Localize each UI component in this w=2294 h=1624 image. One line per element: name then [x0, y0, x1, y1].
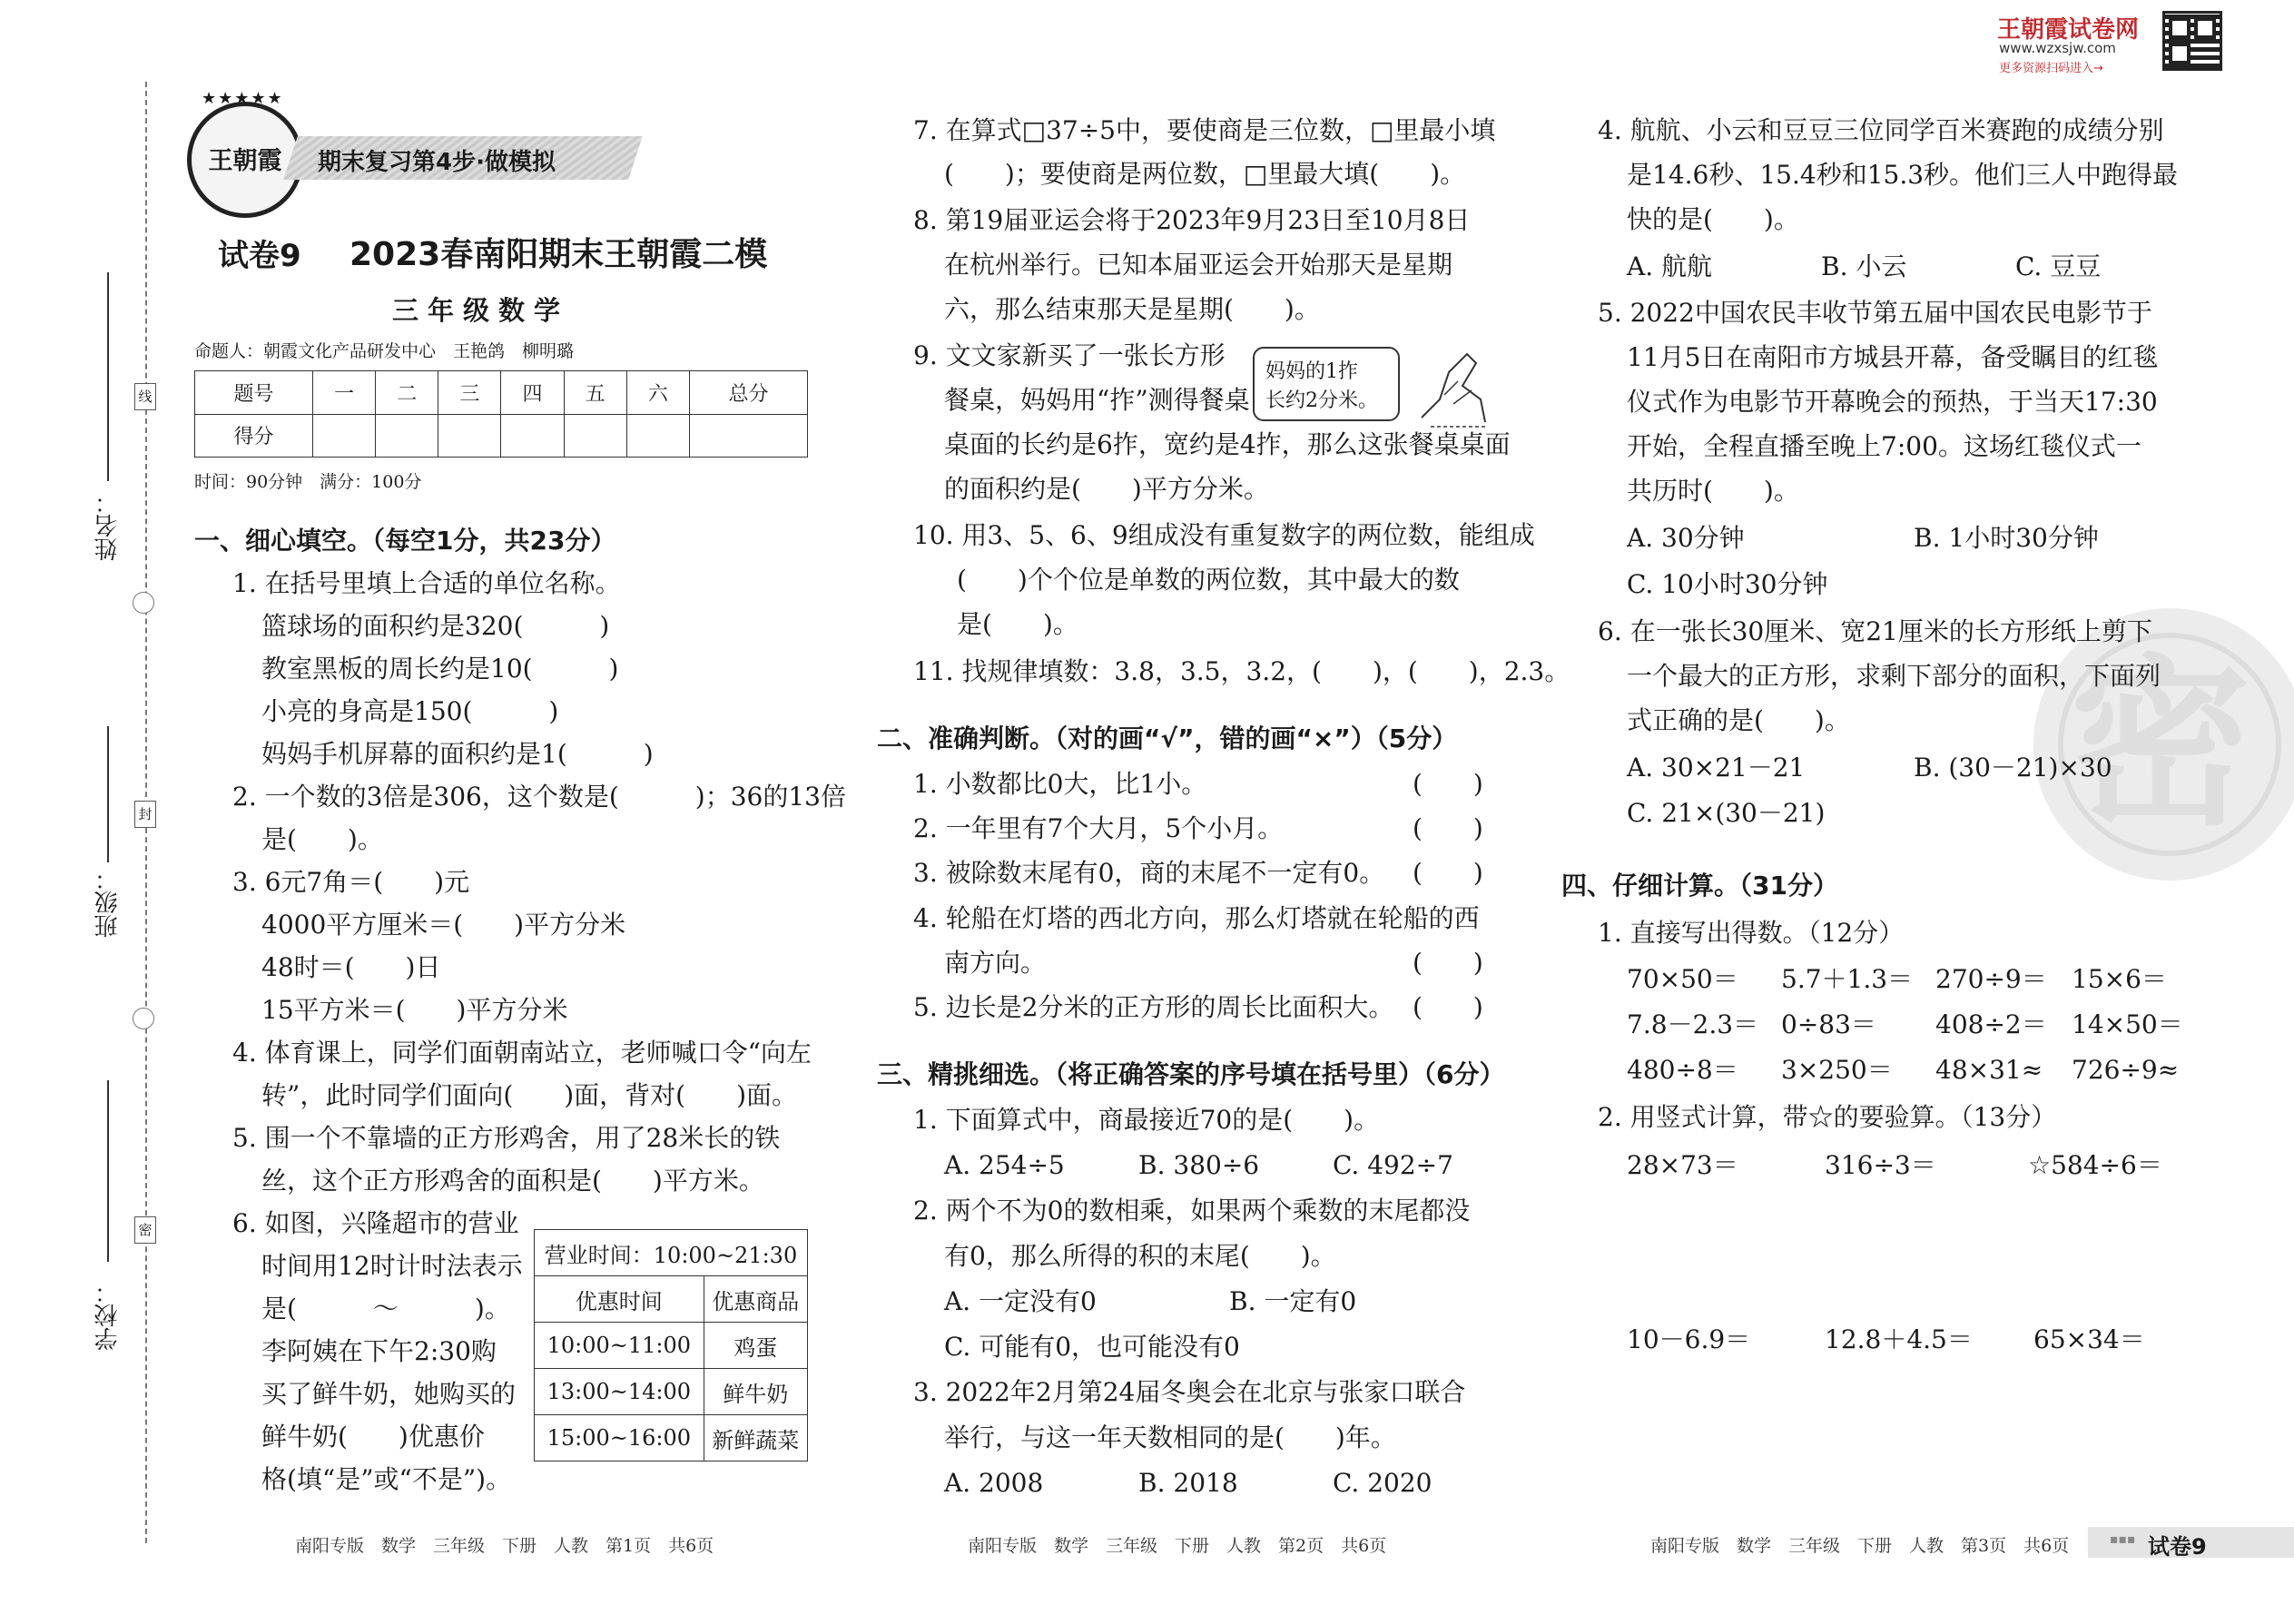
binding-hole — [133, 592, 154, 614]
question-8b: 在杭州举行。已知本届亚运会开始那天是星期 — [944, 250, 1453, 280]
section-4-title: 四、仔细计算。（31分） — [1561, 871, 1838, 901]
choice-4b: 是14.6秒、15.4秒和15.3秒。他们三人中跑得最 — [1627, 160, 2179, 190]
question-9d: 的面积约是( )平方分米。 — [944, 474, 1269, 504]
question-6g: 格(填“是”或“不是”)。 — [261, 1464, 512, 1494]
score-cell[interactable] — [626, 414, 689, 458]
question-10b: ( )个个位是单数的两位数，其中最大的数 — [957, 565, 1460, 595]
choice-5d: 开始，全程直播至晚上7:00。这场红毯仪式一 — [1627, 431, 2141, 461]
question-7: 7. 在算式□37÷5中，要使商是三位数，□里最小填 — [913, 115, 1496, 145]
choice-4: 4. 航航、小云和豆豆三位同学百米赛跑的成绩分别 — [1598, 115, 2164, 145]
score-head: 二 — [376, 371, 438, 415]
qr-code-icon[interactable] — [2162, 11, 2222, 71]
vertical-calc-item: 12.8＋4.5＝ — [1825, 1324, 1973, 1354]
discount-time: 13:00~14:00 — [535, 1369, 704, 1415]
brand-logo-badge — [187, 102, 303, 218]
choice-3-option-a[interactable]: A. 2008 — [944, 1468, 1044, 1498]
school-label: 学校： — [94, 1280, 122, 1351]
calc-2: 2. 用竖式计算，带☆的要验算。（13分） — [1598, 1102, 2057, 1132]
judge-2: 2. 一年里有7个大月，5个小月。 — [913, 813, 1284, 843]
question-2: 2. 一个数的3倍是306，这个数是( )；36的13倍 — [232, 782, 846, 812]
question-1: 1. 在括号里填上合适的单位名称。 — [232, 568, 621, 598]
paper-number: 试卷9 — [218, 238, 301, 274]
question-1d: 妈妈手机屏幕的面积约是1( ) — [261, 739, 654, 769]
class-field[interactable] — [107, 726, 109, 862]
authors: 命题人：朝霞文化产品研发中心 王艳鸽 柳明璐 — [194, 341, 575, 361]
choice-1-option-a[interactable]: A. 254÷5 — [944, 1150, 1065, 1180]
question-4: 4. 体育课上，同学们面朝南站立，老师喊口令“向左 — [232, 1038, 812, 1068]
judge-2-answer[interactable]: ( ) — [1413, 813, 1483, 843]
calc-item: 5.7＋1.3＝ — [1781, 964, 1914, 994]
choice-1: 1. 下面算式中，商最接近70的是( )。 — [913, 1105, 1380, 1135]
footer-page-2: 南阳专版 数学 三年级 下册 人教 第2页 共6页 — [968, 1536, 1387, 1556]
bubble-line-1: 妈妈的1拃 — [1265, 360, 1358, 383]
vertical-calc-item: 10－6.9＝ — [1627, 1324, 1751, 1354]
bubble-line-2: 长约2分米。 — [1265, 389, 1378, 412]
watermark-char: 密 — [2070, 637, 2252, 851]
judge-4: 4. 轮船在灯塔的西北方向，那么灯塔就在轮船的西 — [913, 903, 1480, 933]
calc-item: 15×6＝ — [2072, 964, 2167, 994]
discount-item-head: 优惠商品 — [704, 1276, 807, 1323]
school-field[interactable] — [107, 1080, 109, 1262]
judge-3-answer[interactable]: ( ) — [1413, 858, 1483, 888]
question-2-cont: 是( )。 — [261, 824, 383, 854]
choice-2-option-c[interactable]: C. 可能有0，也可能没有0 — [944, 1332, 1240, 1362]
calc-item: 0÷83＝ — [1781, 1009, 1876, 1039]
score-head: 三 — [438, 371, 501, 415]
choice-6c: 式正确的是( )。 — [1627, 705, 1850, 735]
question-3b: 4000平方厘米＝( )平方分米 — [261, 910, 626, 940]
binding-hole — [133, 1008, 154, 1029]
discount-item: 鸡蛋 — [704, 1323, 807, 1369]
score-head: 六 — [626, 371, 689, 415]
choice-3-option-c[interactable]: C. 2020 — [1333, 1468, 1433, 1498]
question-3c: 48时＝( )日 — [261, 952, 441, 982]
judge-5: 5. 边长是2分米的正方形的周长比面积大。 — [913, 992, 1394, 1022]
choice-4-option-b[interactable]: B. 小云 — [1821, 251, 1907, 281]
choice-5: 5. 2022中国农民丰收节第五届中国农民电影节于 — [1598, 298, 2152, 328]
question-6c: 是( ～ )。 — [261, 1294, 510, 1324]
binding-mark-xian: 线 — [134, 383, 156, 410]
section-1-title: 一、细心填空。（每空1分，共23分） — [194, 526, 616, 556]
store-hours-table — [534, 1229, 808, 1462]
choice-6b: 一个最大的正方形，求剩下部分的面积，下面列 — [1627, 661, 2161, 691]
choice-4c: 快的是( )。 — [1627, 204, 1799, 234]
question-6: 6. 如图，兴隆超市的营业 — [232, 1208, 519, 1238]
question-1a: 篮球场的面积约是320( ) — [261, 611, 610, 641]
calc-item: 14×50＝ — [2072, 1009, 2183, 1039]
score-cell[interactable] — [376, 414, 438, 458]
question-3: 3. 6元7角＝( )元 — [232, 867, 470, 897]
question-3d: 15平方米＝( )平方分米 — [261, 995, 568, 1025]
footer-page-3: 南阳专版 数学 三年级 下册 人教 第3页 共6页 — [1650, 1536, 2070, 1556]
score-head: 总分 — [689, 371, 807, 415]
question-8: 8. 第19届亚运会将于2023年9月23日至10月8日 — [913, 205, 1471, 235]
choice-4-option-c[interactable]: C. 豆豆 — [2015, 251, 2102, 281]
score-head: 一 — [312, 371, 375, 415]
choice-1-option-b[interactable]: B. 380÷6 — [1138, 1150, 1260, 1180]
score-cell[interactable] — [501, 414, 564, 458]
vertical-calc-item: 316÷3＝ — [1825, 1150, 1936, 1180]
choice-6: 6. 在一张长30厘米、宽21厘米的长方形纸上剪下 — [1598, 616, 2152, 646]
score-label: 得分 — [195, 414, 313, 458]
question-6e: 买了鲜牛奶，她购买的 — [261, 1379, 517, 1409]
question-1b: 教室黑板的周长约是10( ) — [261, 654, 619, 684]
vertical-calc-item: ☆584÷6＝ — [2028, 1150, 2162, 1180]
brand-url: www.wzxsjw.com — [1999, 40, 2116, 56]
calc-item: 3×250＝ — [1781, 1055, 1893, 1085]
question-5-cont: 丝，这个正方形鸡舍的面积是( )平方米。 — [261, 1166, 764, 1196]
footer-page-1: 南阳专版 数学 三年级 下册 人教 第1页 共6页 — [295, 1536, 714, 1556]
question-10: 10. 用3、5、6、9组成没有重复数字的两位数，能组成 — [913, 520, 1535, 550]
judge-4-answer[interactable]: ( ) — [1413, 948, 1483, 978]
brand-note: 更多资源扫码进入→ — [1999, 62, 2103, 75]
calc-item: 270÷9＝ — [1935, 964, 2047, 994]
footer-tag-dots: ▪▪▪ — [2110, 1532, 2136, 1547]
choice-5-option-c[interactable]: C. 10小时30分钟 — [1627, 569, 1828, 599]
time-info: 时间：90分钟 满分：100分 — [194, 472, 422, 492]
choice-2-option-b[interactable]: B. 一定有0 — [1229, 1286, 1357, 1316]
question-9: 9. 文文家新买了一张长方形 — [913, 340, 1226, 370]
vertical-calc-item: 65×34＝ — [2033, 1324, 2145, 1354]
section-2-title: 二、准确判断。（对的画“√”，错的画“×”）（5分） — [877, 723, 1458, 753]
hand-span-bubble — [1253, 347, 1400, 421]
paper-title: 2023春南阳期末王朝霞二模 — [350, 236, 768, 273]
question-1c: 小亮的身高是150( ) — [261, 696, 559, 726]
binding-mark-feng: 封 — [134, 801, 156, 828]
score-cell[interactable] — [564, 414, 626, 458]
choice-6-option-b[interactable]: B. (30－21)×30 — [1914, 753, 2112, 782]
question-9b: 餐桌，妈妈用“拃”测得餐桌 — [944, 385, 1250, 415]
calc-1: 1. 直接写出得数。（12分） — [1598, 918, 1905, 948]
question-10c: 是( )。 — [957, 609, 1078, 639]
discount-item: 鲜牛奶 — [704, 1369, 807, 1415]
class-label: 班级： — [94, 867, 122, 938]
calc-item: 480÷8＝ — [1627, 1055, 1738, 1085]
question-6f: 鲜牛奶( )优惠价 — [261, 1422, 485, 1452]
hand-span-illustration — [1413, 345, 1494, 436]
subject-title: 三年级数学 — [392, 295, 570, 326]
name-field[interactable] — [107, 272, 109, 481]
choice-6-option-c[interactable]: C. 21×(30－21) — [1627, 798, 1826, 828]
judge-1: 1. 小数都比0大，比1小。 — [913, 769, 1207, 799]
choice-4-option-a[interactable]: A. 航航 — [1627, 251, 1713, 281]
choice-1-option-c[interactable]: C. 492÷7 — [1333, 1150, 1453, 1180]
choice-5b: 11月5日在南阳市方城县开幕，备受瞩目的红毯 — [1627, 342, 2159, 372]
score-cell[interactable] — [312, 414, 375, 458]
score-cell[interactable] — [689, 414, 807, 458]
score-cell[interactable] — [438, 414, 501, 458]
score-head: 五 — [564, 371, 626, 415]
discount-time: 15:00~16:00 — [535, 1415, 704, 1462]
score-head: 题号 — [195, 371, 313, 415]
choice-2: 2. 两个不为0的数相乘，如果两个乘数的末尾都没 — [913, 1196, 1471, 1225]
question-6b: 时间用12时计时法表示 — [261, 1251, 523, 1281]
question-5: 5. 围一个不靠墙的正方形鸡舍，用了28米长的铁 — [232, 1123, 781, 1153]
question-6d: 李阿姨在下午2:30购 — [261, 1336, 497, 1366]
discount-time-head: 优惠时间 — [535, 1276, 704, 1323]
question-8c: 六，那么结束那天是星期( )。 — [944, 294, 1320, 324]
question-7-cont: ( )；要使商是两位数，□里最大填( )。 — [944, 159, 1466, 189]
choice-3-option-b[interactable]: B. 2018 — [1138, 1468, 1238, 1498]
judge-5-answer[interactable]: ( ) — [1413, 992, 1483, 1022]
calc-item: 726÷9≈ — [2072, 1055, 2180, 1085]
choice-6-option-a[interactable]: A. 30×21－21 — [1627, 753, 1806, 782]
footer-paper-tag: 试卷9 — [2148, 1534, 2207, 1560]
choice-3-cont: 举行，与这一年天数相同的是( )年。 — [944, 1422, 1396, 1452]
question-4-cont: 转”，此时同学们面向( )面，背对( )面。 — [261, 1080, 798, 1110]
question-11: 11. 找规律填数：3.8，3.5，3.2，( )，( )，2.3。 — [913, 656, 1570, 686]
question-9c: 桌面的长约是6拃，宽约是4拃，那么这张餐桌桌面 — [944, 429, 1511, 459]
vertical-calc-item: 28×73＝ — [1627, 1150, 1738, 1180]
calc-item: 408÷2＝ — [1935, 1009, 2047, 1039]
choice-5c: 仪式作为电影节开幕晚会的预热，于当天17:30 — [1627, 387, 2158, 417]
choice-5e: 共历时( )。 — [1627, 476, 1799, 506]
score-table — [194, 370, 808, 458]
name-label: 姓名： — [94, 490, 122, 561]
choice-5-option-a[interactable]: A. 30分钟 — [1627, 523, 1745, 553]
choice-2-cont: 有0，那么所得的积的末尾( )。 — [944, 1241, 1336, 1271]
logo-text: 王朝霞 — [208, 147, 282, 175]
section-3-title: 三、精挑细选。（将正确答案的序号填在括号里）（6分） — [877, 1059, 1505, 1089]
calc-item: 7.8－2.3＝ — [1627, 1009, 1759, 1039]
calc-item: 48×31≈ — [1935, 1055, 2043, 1085]
brand-name: 王朝霞试卷网 — [1997, 16, 2140, 44]
discount-time: 10:00~11:00 — [535, 1323, 704, 1369]
judge-4-cont: 南方向。 — [944, 948, 1047, 978]
choice-3: 3. 2022年2月第24届冬奥会在北京与张家口联合 — [913, 1377, 1466, 1407]
calc-item: 70×50＝ — [1627, 964, 1738, 994]
choice-2-option-a[interactable]: A. 一定没有0 — [944, 1286, 1097, 1316]
judge-3: 3. 被除数末尾有0，商的末尾不一定有0。 — [913, 858, 1385, 888]
banner-text: 期末复习第4步·做模拟 — [318, 149, 556, 176]
discount-item: 新鲜蔬菜 — [704, 1415, 807, 1462]
logo-stars: ★★★★★ — [202, 89, 284, 108]
binding-mark-mi: 密 — [134, 1216, 156, 1244]
choice-5-option-b[interactable]: B. 1小时30分钟 — [1914, 523, 2099, 553]
judge-1-answer[interactable]: ( ) — [1413, 769, 1483, 799]
score-head: 四 — [501, 371, 564, 415]
store-hours-title: 营业时间：10:00~21:30 — [535, 1230, 808, 1276]
